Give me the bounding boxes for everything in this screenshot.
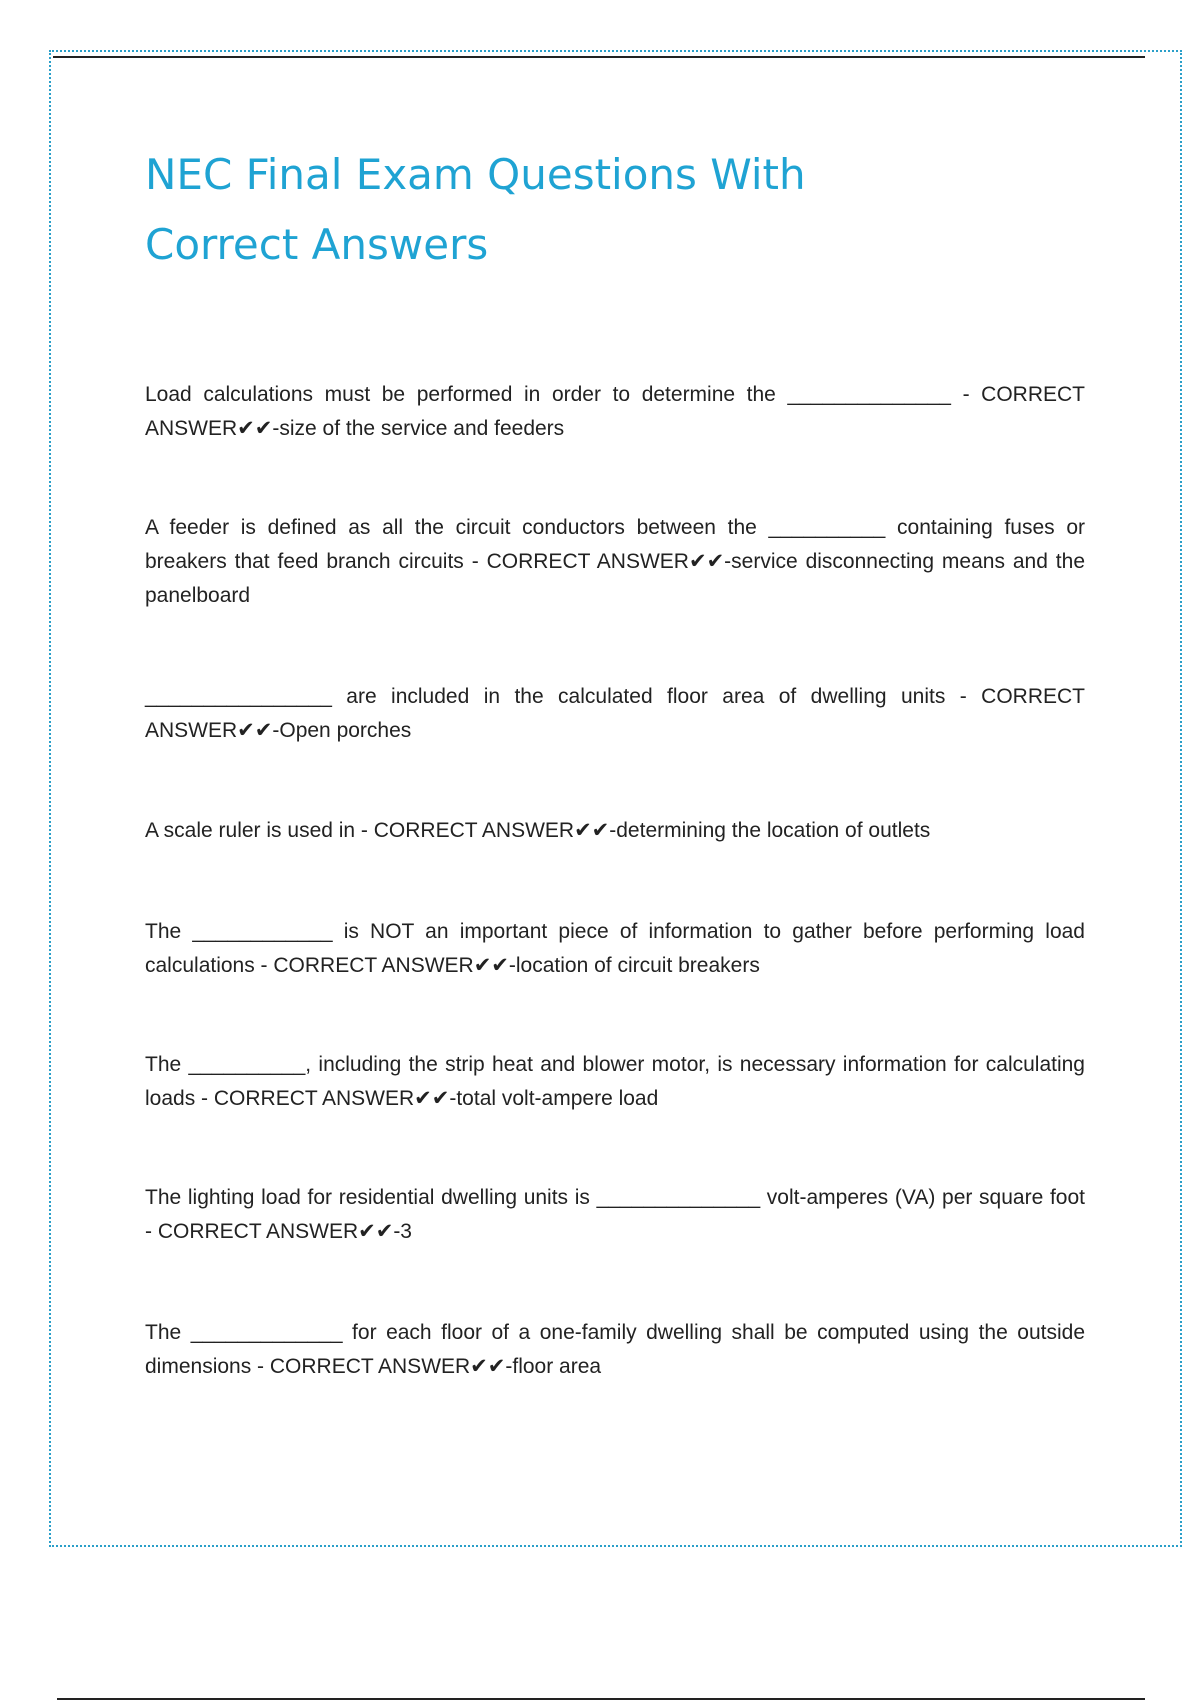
question-item: Load calculations must be performed in order to determine the ______________ - CORRECT ANSWER✔✔-size of the service and feeders <box>145 383 1085 440</box>
question-item: The ____________ is NOT an important piece of information to gather before performing load calculations - CORRECT ANSWER✔✔-location of circuit breakers <box>145 920 1085 977</box>
header-rule <box>53 56 1145 58</box>
question-item: The __________, including the strip heat and blower motor, is necessary information for calculating loads - CORRECT ANSWER✔✔-total volt-ampere load <box>145 1053 1085 1110</box>
question-item: A scale ruler is used in - CORRECT ANSWER✔✔-determining the location of outlets <box>145 819 931 842</box>
question-item: A feeder is defined as all the circuit conductors between the __________ containing fuses or breakers that feed branch circuits - CORRECT ANSWER✔✔-service disconnecting means and the panelboard <box>145 516 1085 607</box>
question-item: The _____________ for each floor of a one-family dwelling shall be computed using the outside dimensions - CORRECT ANSWER✔✔-floor area <box>145 1321 1085 1378</box>
question-item: ________________ are included in the calculated floor area of dwelling units - CORRECT ANSWER✔✔-Open porches <box>145 685 1085 742</box>
document-title: NEC Final Exam Questions With Correct Answers <box>145 150 806 269</box>
question-item: The lighting load for residential dwelling units is ______________ volt-amperes (VA) per square foot - CORRECT ANSWER✔✔-3 <box>145 1186 1085 1243</box>
